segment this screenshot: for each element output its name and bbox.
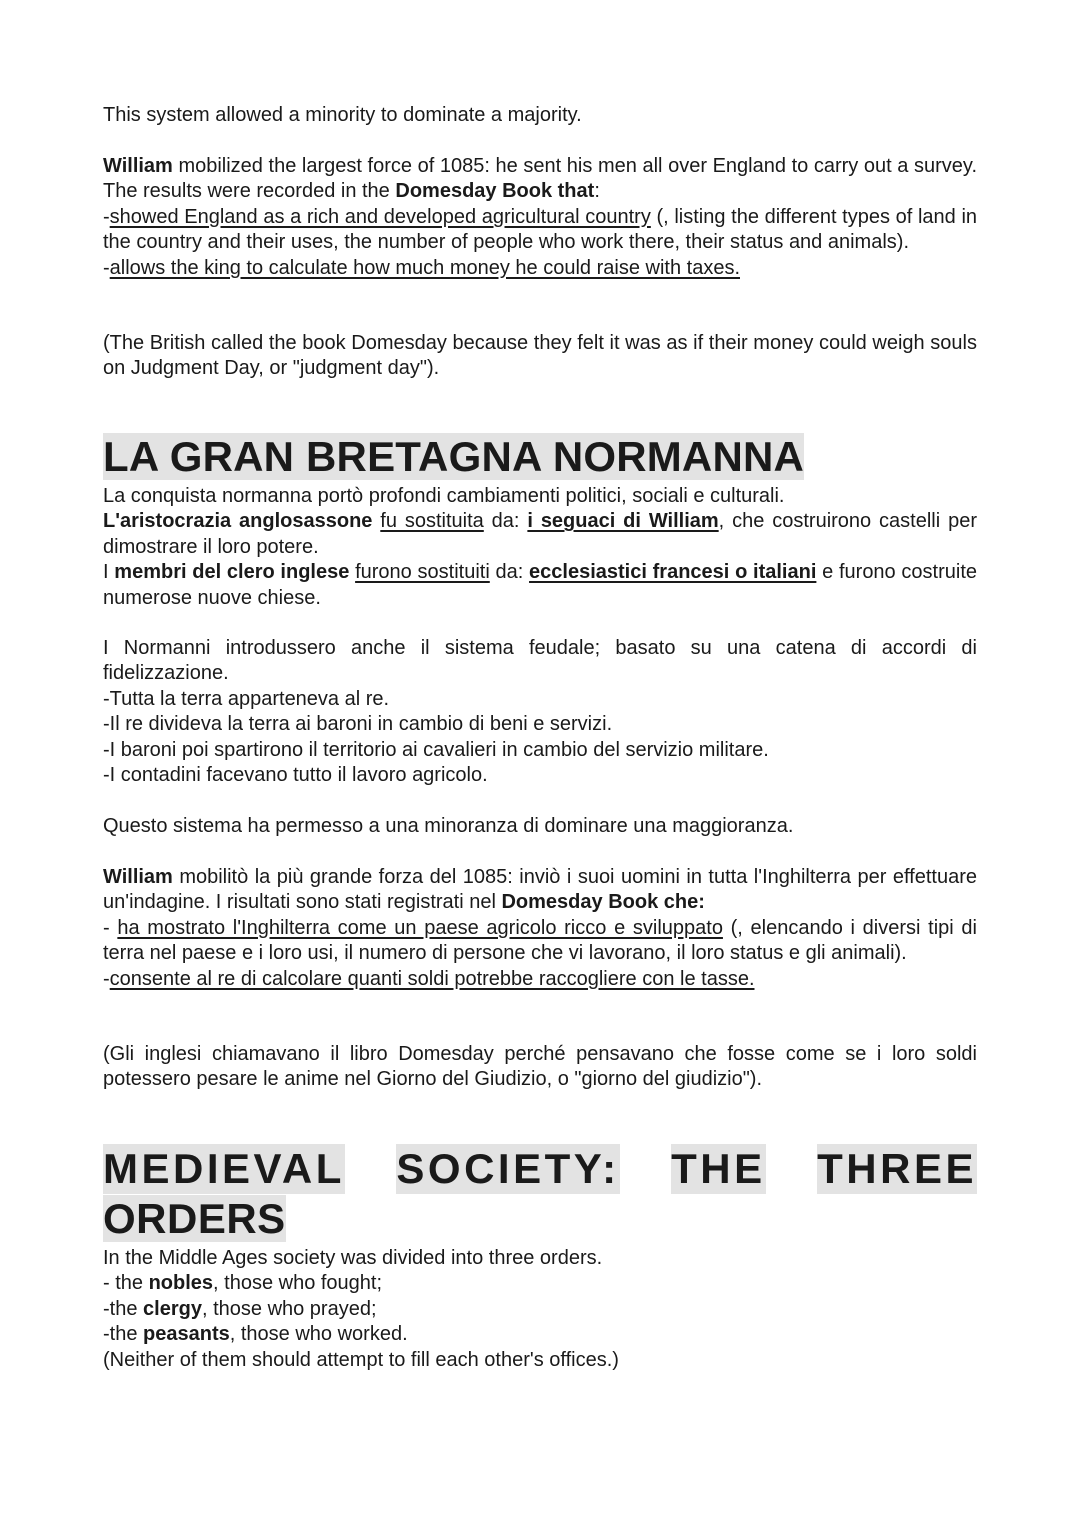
clero-bold: membri del clero inglese bbox=[114, 561, 350, 584]
domesday-book-bold: Domesday Book that bbox=[395, 180, 595, 203]
heading-medieval-society bbox=[103, 1144, 977, 1244]
en-bullet-2 bbox=[103, 256, 977, 281]
en-william-text bbox=[103, 154, 977, 205]
prefix: - the bbox=[103, 1272, 149, 1295]
orders-clergy bbox=[103, 1297, 977, 1322]
it-intro-text: La conquista normanna portò profondi cambiamenti politici, sociali e culturali. bbox=[103, 485, 785, 507]
ecclesiastici-bold-underlined: ecclesiastici francesi o italiani bbox=[529, 561, 817, 584]
william-bold: William bbox=[103, 155, 173, 177]
en-minority-paragraph bbox=[103, 103, 977, 128]
heading-line-1 bbox=[103, 1144, 977, 1194]
en-william-t2: : bbox=[594, 180, 600, 203]
en-british-text: (The British called the book Domesday because they felt it was as if their money could weigh souls on Judgment Day, or "judgment day"). bbox=[103, 332, 977, 380]
heading-gran-bretagna-text: LA GRAN BRETAGNA NORMANNA bbox=[103, 433, 805, 480]
furono-sostituiti-underlined: furono sostituiti bbox=[355, 561, 490, 584]
da-text: da: bbox=[483, 510, 528, 533]
it-bullet-2 bbox=[103, 967, 977, 992]
en-william-paragraph bbox=[103, 154, 977, 281]
it-bullet-1 bbox=[103, 916, 977, 967]
nobles-bold: nobles bbox=[148, 1272, 214, 1295]
dash: - bbox=[103, 205, 110, 228]
heading-word: ORDERS bbox=[103, 1195, 286, 1242]
rest: , those who worked. bbox=[229, 1323, 408, 1346]
prefix: -the bbox=[103, 1297, 144, 1320]
aristocrazia-bold: L'aristocrazia anglosassone bbox=[103, 510, 373, 533]
clero-pre: I bbox=[103, 561, 115, 584]
en-bullet-1-rest: (, listing the different types of land in the country and their uses, the number of people who work there, their status and animals). bbox=[103, 205, 978, 254]
feudal-line-1: -Tutta la terra apparteneva al re. bbox=[103, 687, 390, 710]
it-inglesi-text: (Gli inglesi chiamavano il libro Domesday perché pensavano che fosse come se i loro soldi potessero pesare le anime nel Giorno del Giudizio, o "giorno del giudizio"). bbox=[103, 1043, 977, 1091]
seguaci-william-bold-underlined: i seguaci di William bbox=[527, 510, 719, 533]
it-aristocrazia-text bbox=[103, 509, 977, 560]
en-bullet-1-underlined: showed England as a rich and developed agricultural country bbox=[109, 205, 651, 228]
feudal-intro: I Normanni introdussero anche il sistema feudale; basato su una catena di accordi di fidelizzazione. bbox=[103, 637, 977, 685]
orders-paragraph bbox=[103, 1246, 977, 1373]
it-minoranza-paragraph bbox=[103, 814, 977, 839]
it-bullet-1-underlined: ha mostrato l'Inghilterra come un paese agricolo ricco e sviluppato bbox=[117, 916, 723, 939]
dash: - bbox=[103, 916, 118, 939]
en-bullet-2-underlined: allows the king to calculate how much money he could raise with taxes. bbox=[109, 256, 740, 279]
feudal-line-3: -I baroni poi spartirono il territorio ai cavalieri in cambio del servizio militare. bbox=[103, 738, 769, 761]
fu-sostituita-underlined: fu sostituita bbox=[380, 510, 484, 533]
it-feudal-paragraph bbox=[103, 636, 977, 788]
it-bullet-2-underlined: consente al re di calcolare quanti soldi potrebbe raccogliere con le tasse. bbox=[109, 967, 755, 990]
dash: - bbox=[103, 256, 110, 279]
en-minority-text: This system allowed a minority to dominate a majority. bbox=[103, 104, 582, 126]
heading-word: THE bbox=[671, 1145, 766, 1192]
it-minoranza-text: Questo sistema ha permesso a una minoranza di dominare una maggioranza. bbox=[103, 815, 794, 837]
it-william-t1: mobilitò la più grande forza del 1085: inviò i suoi uomini in tutta l'Inghilterra per effettuare un'indagine. I risultati sono stati registrati nel bbox=[103, 866, 977, 914]
william-bold: William bbox=[103, 866, 173, 888]
it-william-text bbox=[103, 865, 977, 916]
peasants-bold: peasants bbox=[143, 1323, 230, 1346]
aristocrazia-rest: , che costruirono castelli per dimostrare il loro potere. bbox=[103, 510, 977, 558]
orders-nobles bbox=[103, 1271, 977, 1296]
it-william-paragraph bbox=[103, 865, 977, 992]
da-text: da: bbox=[489, 561, 530, 584]
clergy-bold: clergy bbox=[143, 1297, 202, 1320]
orders-peasants bbox=[103, 1322, 977, 1347]
en-british-paragraph bbox=[103, 331, 977, 382]
prefix: -the bbox=[103, 1323, 144, 1346]
heading-line-2 bbox=[103, 1194, 977, 1244]
feudal-line-2: -Il re divideva la terra ai baroni in cambio di beni e servizi. bbox=[103, 713, 613, 736]
orders-note: (Neither of them should attempt to fill each other's offices.) bbox=[103, 1348, 619, 1371]
en-william-t1: mobilized the largest force of 1085: he sent his men all over England to carry out a survey. The results were recorded in the bbox=[103, 155, 977, 203]
domesday-book-che-bold: Domesday Book che: bbox=[501, 891, 705, 914]
heading-word: THREE bbox=[817, 1145, 977, 1192]
en-bullet-1 bbox=[103, 205, 977, 256]
it-inglesi-paragraph bbox=[103, 1042, 977, 1093]
dash: - bbox=[103, 967, 110, 990]
rest: , those who fought; bbox=[213, 1272, 383, 1295]
it-bullet-1-rest: (, elencando i diversi tipi di terra nel paese e i loro usi, il numero di persone che vi lavorano, il loro status e gli animali). bbox=[103, 916, 977, 965]
feudal-line-4: -I contadini facevano tutto il lavoro agricolo. bbox=[103, 764, 488, 787]
orders-intro: In the Middle Ages society was divided into three orders. bbox=[103, 1247, 603, 1269]
heading-word: SOCIETY: bbox=[396, 1145, 620, 1192]
it-changes-paragraph bbox=[103, 484, 977, 611]
clero-rest: e furono costruite numerose nuove chiese. bbox=[103, 561, 977, 609]
it-clero-text bbox=[103, 560, 977, 611]
rest: , those who prayed; bbox=[201, 1297, 377, 1320]
heading-word: MEDIEVAL bbox=[103, 1145, 345, 1192]
heading-gran-bretagna bbox=[103, 432, 804, 482]
